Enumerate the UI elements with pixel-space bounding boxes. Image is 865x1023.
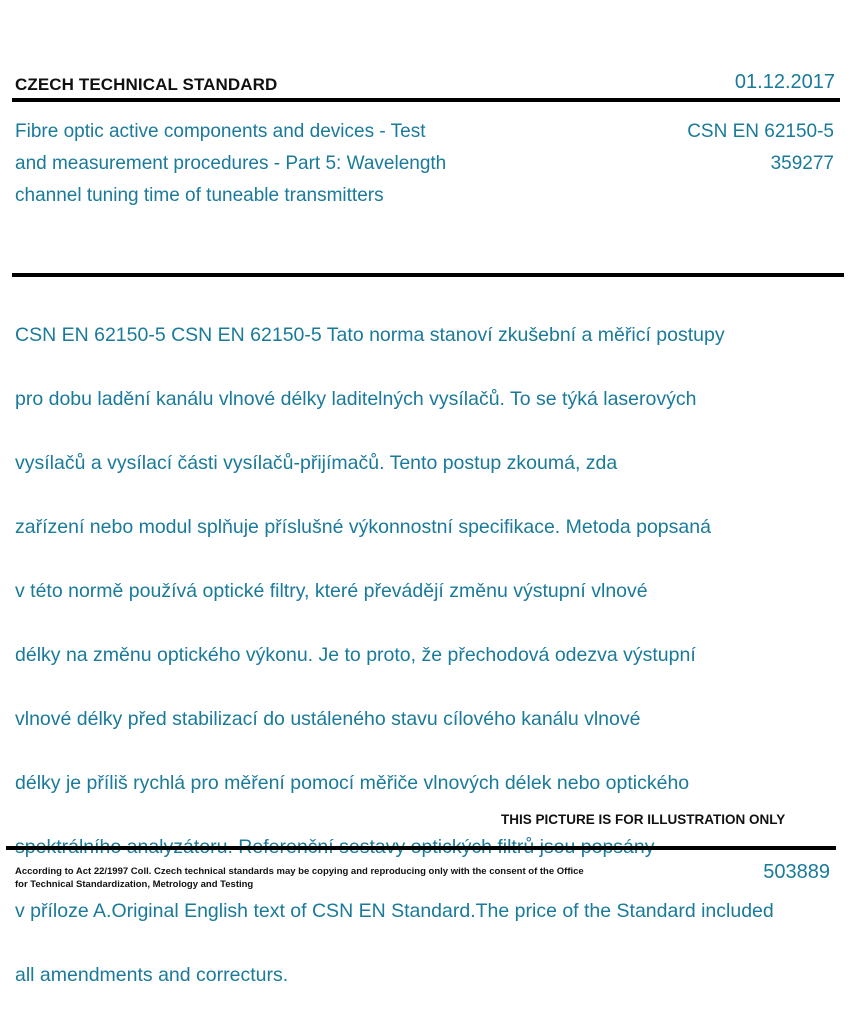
document-codes	[687, 116, 834, 180]
middle-divider	[12, 273, 844, 277]
abstract-line: vysílačů a vysílací části vysílačů-přijímačů. Tento postup zkoumá, zda	[15, 452, 618, 474]
abstract-line: all amendments and correcturs.	[15, 964, 289, 986]
abstract-line: délky na změnu optického výkonu. Je to proto, že přechodová odezva výstupní	[15, 644, 696, 666]
legal-notice	[15, 865, 585, 891]
abstract-line: zařízení nebo modul splňuje příslušné výkonnostní specifikace. Metoda popsaná	[15, 516, 711, 538]
standard-type-label: CZECH TECHNICAL STANDARD	[15, 75, 278, 94]
top-divider	[12, 98, 840, 102]
publication-date: 01.12.2017	[734, 71, 835, 93]
legal-line: According to Act 22/1997 Coll. Czech technical standards may be copying and reproducing only with the consent of the Office	[15, 866, 584, 877]
abstract-line: v této normě používá optické filtry, které převádějí změnu výstupní vlnové	[15, 580, 648, 602]
legal-line: for Technical Standardization, Metrology and Testing	[15, 879, 254, 890]
document-title	[15, 116, 535, 212]
catalog-number: 359277	[770, 153, 834, 174]
standard-code: CSN EN 62150-5	[687, 121, 834, 142]
illustration-notice: THIS PICTURE IS FOR ILLUSTRATION ONLY	[501, 812, 786, 827]
abstract-line: CSN EN 62150-5 CSN EN 62150-5 Tato norma stanoví zkušební a měřicí postupy	[15, 324, 725, 346]
abstract-line: v příloze A.Original English text of CSN EN Standard.The price of the Standard included	[15, 900, 774, 922]
bottom-divider	[6, 846, 836, 850]
abstract-text	[15, 287, 860, 1023]
footer-number: 503889	[763, 861, 830, 883]
title-line: and measurement procedures - Part 5: Wavelength	[15, 153, 447, 174]
abstract-line: vlnové délky před stabilizací do ustáleného stavu cílového kanálu vlnové	[15, 708, 641, 730]
title-line: channel tuning time of tuneable transmitters	[15, 185, 384, 206]
abstract-line: pro dobu ladění kanálu vlnové délky laditelných vysílačů. To se týká laserových	[15, 388, 697, 410]
abstract-line: délky je příliš rychlá pro měření pomocí měřiče vlnových délek nebo optického	[15, 772, 690, 794]
title-line: Fibre optic active components and devices - Test	[15, 121, 426, 142]
